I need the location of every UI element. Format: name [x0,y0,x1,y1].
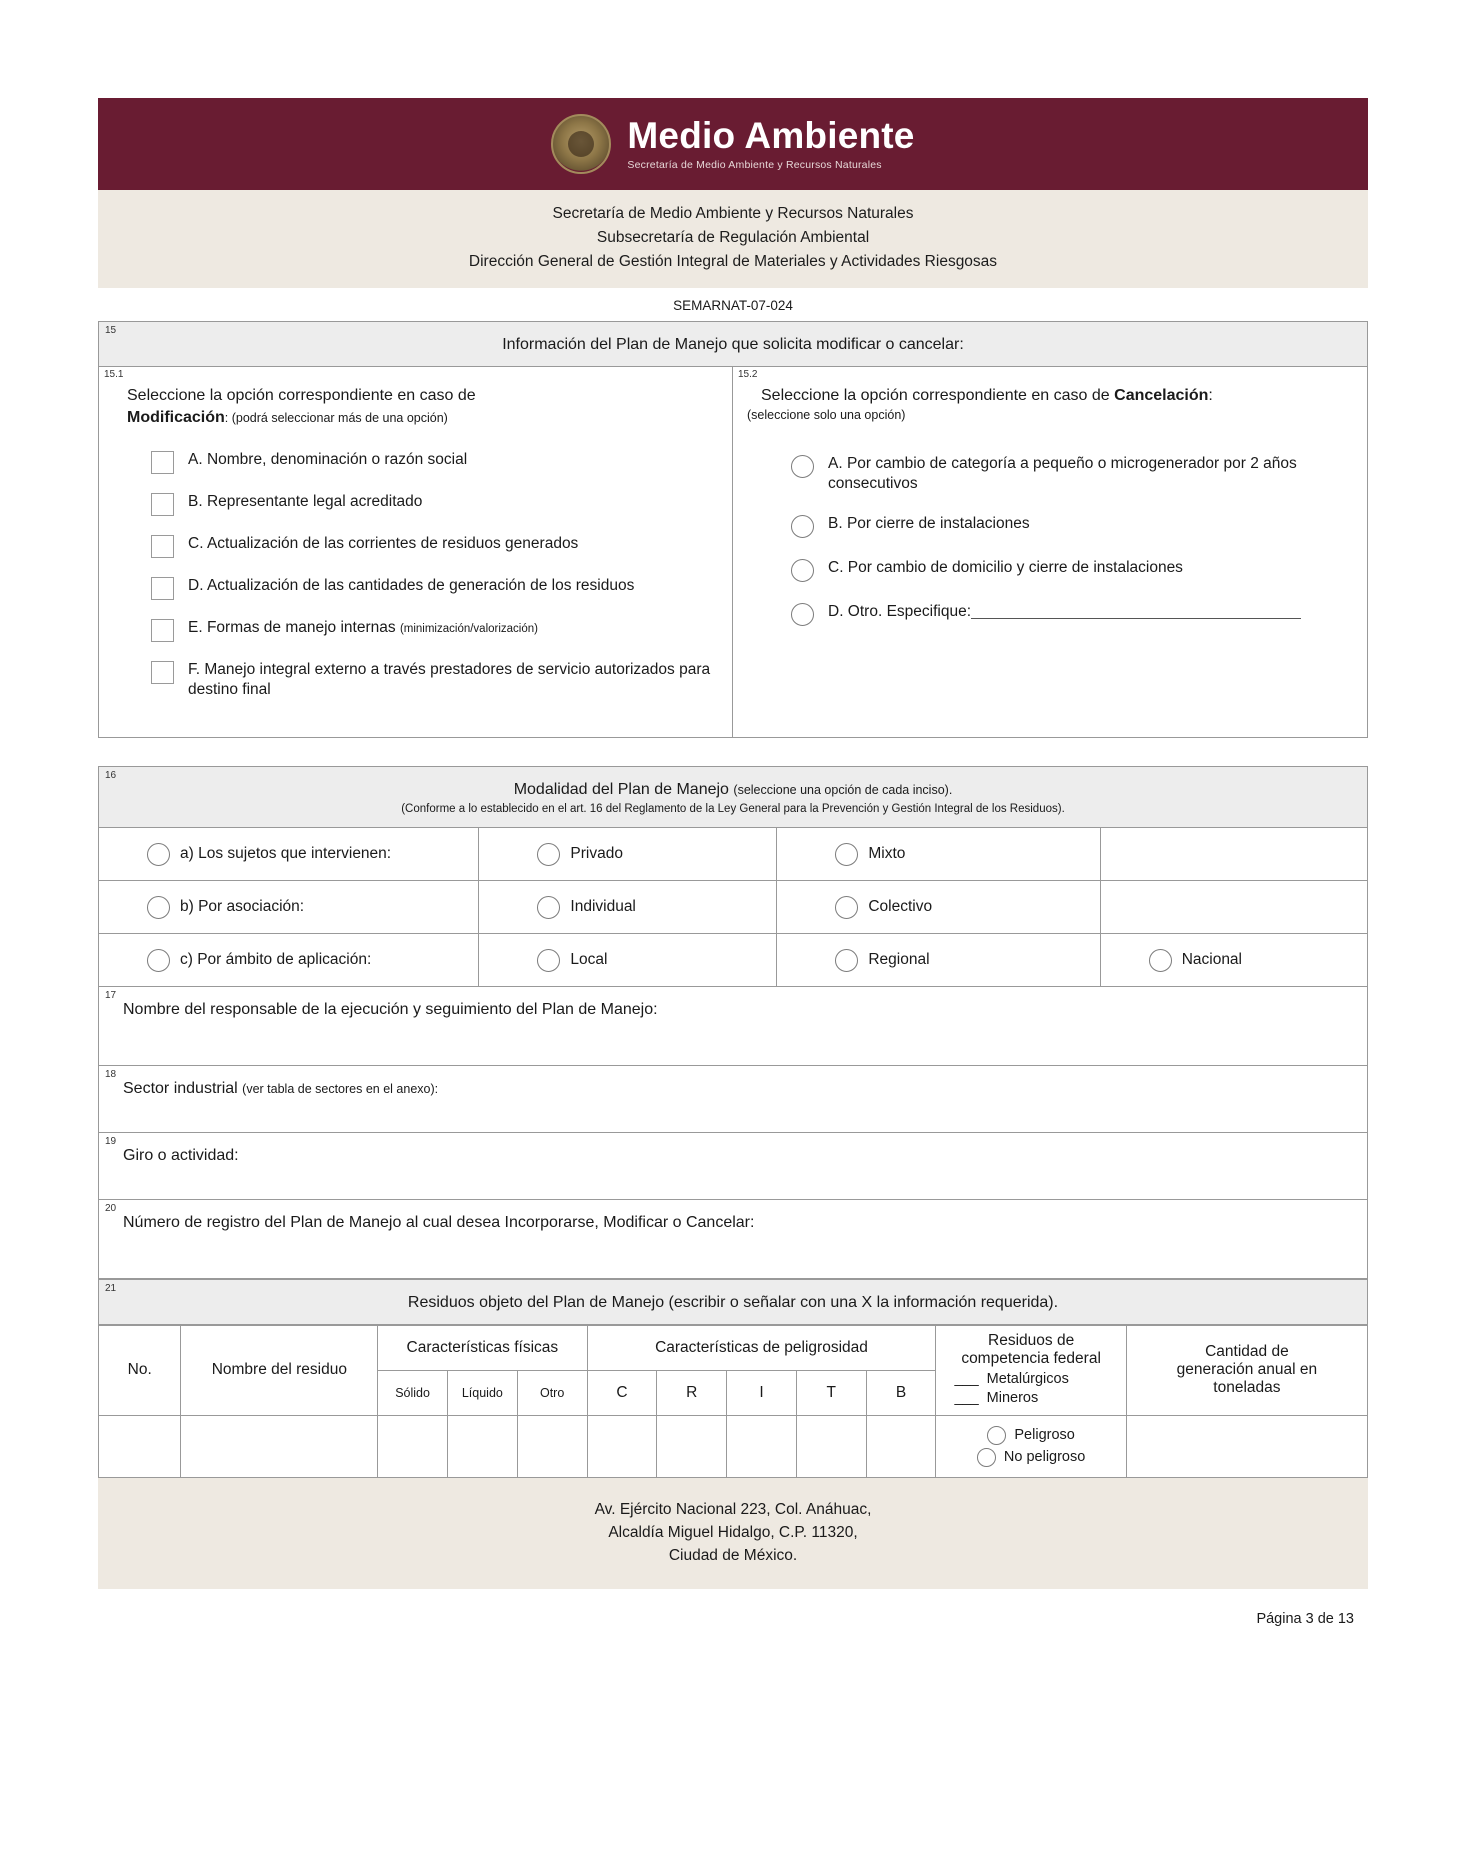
th-caracteristicas-fisicas: Características físicas [378,1325,587,1370]
cell-nombre[interactable] [181,1415,378,1477]
section-20[interactable] [98,1200,1368,1279]
modality-c-label: c) Por ámbito de aplicación: [180,950,372,968]
th-federal-line1: Residuos de [988,1331,1075,1349]
radio-individual-icon[interactable] [537,896,560,919]
department-header [98,190,1368,288]
option-c-row[interactable] [113,534,718,558]
th-cantidad-line2: generación anual en [1176,1361,1318,1379]
section-17-label: Nombre del responsable de la ejecución y seguimiento del Plan de Manejo: [123,1000,658,1018]
modality-a-empty-cell [1101,828,1367,880]
section-15-title: Información del Plan de Manejo que solicita modificar o cancelar: [502,336,964,354]
radio-nacional-icon[interactable] [1149,949,1172,972]
th-competencia-federal [936,1325,1126,1415]
row-peligroso-label: Peligroso [1014,1427,1075,1444]
option-a-row[interactable] [113,450,718,474]
section-18-label: Sector industrial [123,1079,238,1097]
option-e-label [188,618,538,638]
section-20-number: 20 [105,1202,117,1214]
modality-b-option-1[interactable] [479,881,777,933]
section-18-number: 18 [105,1068,117,1080]
radio-regional-icon[interactable] [835,949,858,972]
section-19-label: Giro o actividad: [123,1146,239,1164]
option-f-label: F. Manejo integral externo a través prestadores de servicio autorizados para destino final [188,661,711,699]
modality-c-option-3[interactable] [1101,934,1367,986]
modality-b-option-2[interactable] [777,881,1100,933]
th-liquido: Líquido [447,1370,517,1415]
option-c-label: C. Actualización de las corrientes de residuos generados [188,535,579,553]
section-21-title: Residuos objeto del Plan de Manejo (escribir o señalar con una X la información requerida). [407,1293,1059,1311]
brand-header [98,98,1368,190]
cell-c[interactable] [587,1415,657,1477]
option-d-row[interactable] [113,576,718,600]
row-no-peligroso-label: No peligroso [1003,1449,1086,1466]
cancel-option-a-row[interactable] [747,454,1353,494]
cancel-option-d-text: D. Otro. Especifique: [828,602,972,620]
radio-modality-b-icon[interactable] [147,896,170,919]
radio-cancel-c-icon[interactable] [791,559,814,582]
modality-b-label: b) Por asociación: [180,897,305,915]
section-16-title-note: (seleccione una opción de cada inciso). [733,782,953,797]
option-b-row[interactable] [113,492,718,516]
cancel-option-a-label: A. Por cambio de categoría a pequeño o microgenerador por 2 años consecutivos [828,454,1297,492]
radio-peligroso-icon[interactable] [987,1426,1006,1445]
radio-modality-a-icon[interactable] [147,843,170,866]
section-15-2 [733,367,1367,736]
option-e-text: E. Formas de manejo internas [188,619,396,637]
option-e-note: (minimización/valorización) [399,623,538,636]
th-cantidad-line3: toneladas [1213,1379,1281,1397]
modality-a-label-cell[interactable] [99,828,479,880]
modification-options [113,450,718,700]
modality-a-label: a) Los sujetos que intervienen: [180,844,392,862]
cell-i[interactable] [727,1415,797,1477]
dept-line-1: Secretaría de Medio Ambiente y Recursos Naturales [552,205,914,222]
th-nombre-residuo: Nombre del residuo [181,1325,378,1415]
cell-otro[interactable] [517,1415,587,1477]
residues-table [98,1325,1368,1478]
cancel-option-c-label: C. Por cambio de domicilio y cierre de instalaciones [828,558,1183,576]
option-b-label: B. Representante legal acreditado [188,493,423,511]
modality-a-option-2-label: Mixto [868,844,906,862]
modality-c-option-3-label: Nacional [1181,950,1242,968]
lead-note-text: : (podrá seleccionar más de una opción) [224,410,448,425]
section-15-header [98,321,1368,367]
section-15-2-lead [747,385,1353,423]
national-seal-icon [551,114,611,174]
th-no: No. [99,1325,181,1415]
radio-local-icon[interactable] [537,949,560,972]
section-21-number: 21 [105,1282,117,1294]
section-16-subtitle: (Conforme a lo establecido en el art. 16 del Reglamento de la Ley General para la Prevención y Gestión Integral de los Residuos). [401,802,1065,815]
th-b: B [866,1370,936,1415]
dash-metalurgicos[interactable]: ___ [954,1370,979,1387]
th-caracteristicas-peligrosidad: Características de peligrosidad [587,1325,936,1370]
modality-c-option-1-label: Local [570,950,608,968]
cell-competencia-federal[interactable] [936,1415,1126,1477]
checkbox-e-icon[interactable] [151,619,174,642]
row-no-peligroso-option[interactable] [940,1448,1121,1467]
radio-no-peligroso-icon[interactable] [977,1448,996,1467]
option-a-label: A. Nombre, denominación o razón social [188,451,468,469]
checkbox-c-icon[interactable] [151,535,174,558]
th-mineros-label: Mineros [986,1389,1039,1406]
address-line-3: Ciudad de México. [668,1547,798,1565]
page-number: Página 3 de 13 [1256,1611,1354,1628]
cancel-option-c-row[interactable] [747,558,1353,582]
radio-mixto-icon[interactable] [835,843,858,866]
radio-cancel-b-icon[interactable] [791,515,814,538]
th-metalurgicos-label: Metalúrgicos [986,1370,1069,1387]
section-15-body [98,367,1368,737]
address-line-1: Av. Ejército Nacional 223, Col. Anáhuac, [594,1500,872,1518]
th-metalurgicos-row[interactable] [940,1371,1121,1387]
cell-r[interactable] [657,1415,727,1477]
modality-row-a [98,828,1368,881]
section-21-header [98,1279,1368,1325]
section-16-title-line [107,781,1359,799]
th-solido: Sólido [378,1370,448,1415]
checkbox-b-icon[interactable] [151,493,174,516]
section-15-1-lead [113,385,718,428]
cell-b[interactable] [866,1415,936,1477]
cell-t[interactable] [796,1415,866,1477]
cancel-other-input[interactable] [971,604,1301,619]
modality-row-b [98,881,1368,934]
radio-cancel-d-icon[interactable] [791,603,814,626]
cancel-lead-colon: : [1208,387,1213,405]
cell-no[interactable] [99,1415,181,1477]
cancel-option-d-row[interactable] [747,602,1353,626]
modality-b-empty-cell [1101,881,1367,933]
th-mineros-row[interactable] [940,1390,1121,1406]
lead-bold-text: Modificación [127,408,225,426]
cancellation-options [747,454,1353,626]
cancel-lead-bold: Cancelación [1114,387,1209,405]
cell-cantidad[interactable] [1126,1415,1367,1477]
table-row[interactable] [99,1415,1368,1477]
brand-subtitle: Secretaría de Medio Ambiente y Recursos Naturales [627,158,882,171]
checkbox-d-icon[interactable] [151,577,174,600]
address-footer [98,1478,1368,1590]
lead-main-text: Seleccione la opción correspondiente en caso de [127,387,476,405]
modality-row-c [98,934,1368,987]
modality-b-option-2-label: Colectivo [868,897,933,915]
th-otro: Otro [517,1370,587,1415]
dept-line-2: Subsecretaría de Regulación Ambiental [596,229,870,247]
radio-privado-icon[interactable] [537,843,560,866]
th-cantidad-generacion [1126,1325,1367,1415]
cancel-option-b-row[interactable] [747,514,1353,538]
brand-text [627,117,914,171]
option-e-row[interactable] [113,618,718,642]
section-15-1-number: 15.1 [104,369,124,381]
radio-modality-c-icon[interactable] [147,949,170,972]
modality-c-option-1[interactable] [479,934,777,986]
th-r: R [657,1370,727,1415]
section-19[interactable] [98,1133,1368,1200]
table-header-row-1 [99,1325,1368,1370]
dash-mineros[interactable]: ___ [954,1389,979,1406]
th-t: T [796,1370,866,1415]
modality-b-option-1-label: Individual [570,897,636,915]
form-code: SEMARNAT-07-024 [673,298,793,314]
modality-a-option-2[interactable] [777,828,1100,880]
cell-liquido[interactable] [447,1415,517,1477]
section-17-number: 17 [105,989,117,1001]
address-line-2: Alcaldía Miguel Hidalgo, C.P. 11320, [608,1523,858,1541]
cancel-option-d-label [828,602,1301,622]
section-19-number: 19 [105,1135,117,1147]
th-i: I [727,1370,797,1415]
modality-c-option-2[interactable] [777,934,1100,986]
th-cantidad-line1: Cantidad de [1205,1343,1289,1361]
section-15-number: 15 [105,325,117,337]
section-20-label: Número de registro del Plan de Manejo al cual desea Incorporarse, Modificar o Cancelar: [123,1213,755,1231]
section-16-header [98,766,1368,828]
th-c: C [587,1370,657,1415]
section-17[interactable] [98,987,1368,1066]
row-peligroso-option[interactable] [940,1426,1121,1445]
section-18[interactable] [98,1066,1368,1133]
section-18-note: (ver tabla de sectores en el anexo): [242,1081,439,1096]
checkbox-f-icon[interactable] [151,661,174,684]
th-federal-line2: competencia federal [961,1349,1101,1367]
cancel-lead-main: Seleccione la opción correspondiente en caso de [761,387,1110,405]
brand-title: Medio Ambiente [627,115,915,157]
modality-c-label-cell[interactable] [99,934,479,986]
option-d-label: D. Actualización de las cantidades de generación de los residuos [188,577,635,595]
option-f-row[interactable] [113,660,718,700]
section-16-title: Modalidad del Plan de Manejo [513,780,729,798]
modality-a-option-1[interactable] [479,828,777,880]
section-16-number: 16 [105,769,117,781]
section-15-1 [99,367,733,736]
section-15-2-number: 15.2 [738,369,758,381]
modality-a-option-1-label: Privado [570,844,623,862]
radio-cancel-a-icon[interactable] [791,455,814,478]
cancel-option-b-label: B. Por cierre de instalaciones [828,514,1030,532]
cancel-lead-note: (seleccione solo una opción) [747,407,906,422]
checkbox-a-icon[interactable] [151,451,174,474]
document-page [98,98,1368,1627]
radio-colectivo-icon[interactable] [835,896,858,919]
cell-solido[interactable] [378,1415,448,1477]
dept-line-3: Dirección General de Gestión Integral de Materiales y Actividades Riesgosas [468,253,998,271]
modality-b-label-cell[interactable] [99,881,479,933]
modality-c-option-2-label: Regional [868,950,930,968]
